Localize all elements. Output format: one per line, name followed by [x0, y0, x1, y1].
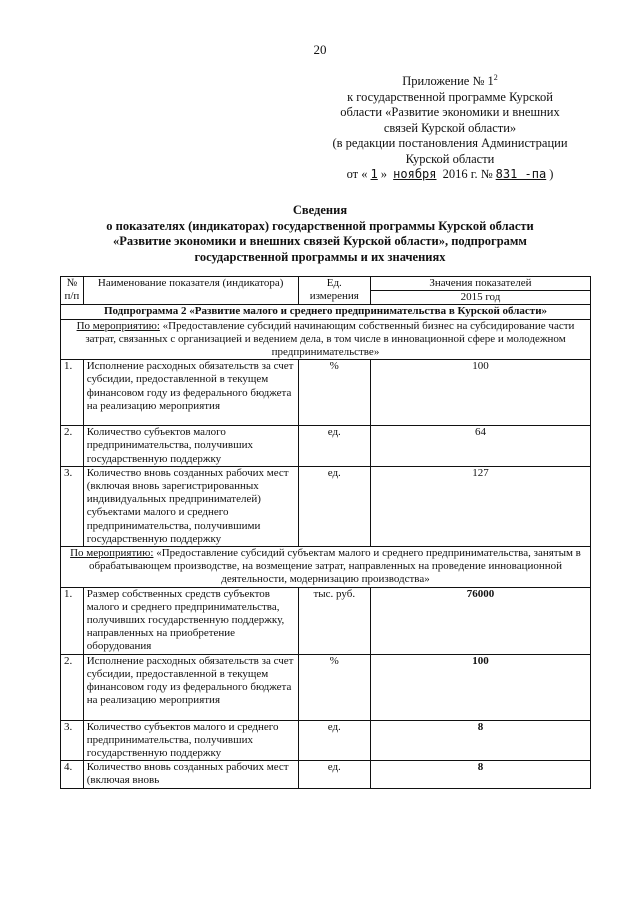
table-row: 3. Количество субъектов малого и среднего предпринимательства, получивших государственную поддержку ед. 8 — [61, 720, 591, 761]
title-line-3: «Развитие экономики и внешних связей Курской области», подпрограмм — [113, 234, 527, 248]
appendix-line-4: связей Курской области» — [383, 120, 517, 135]
header-num: № п/п — [61, 277, 84, 305]
table-row: 1. Исполнение расходных обязательств за счет субсидии, предоставленной в текущем финансовом году из федерального бюджета на реализацию мероприятия % 100 — [61, 360, 591, 426]
table-header-row — [61, 277, 591, 291]
measure-row — [61, 319, 591, 360]
handwritten-month: ноября — [393, 167, 437, 182]
title-line-2: о показателях (индикаторах) государственной программы Курской области — [106, 218, 534, 233]
table-row: 3. Количество вновь созданных рабочих мест (включая вновь зарегистрированных индивидуальных предпринимателей) субъектами малого и среднего предпринимательства, получившими государственную поддержку ед. 127 — [61, 466, 591, 546]
title-line-1: Сведения — [292, 203, 348, 217]
title-line-4: государственной программы и их значениях — [194, 249, 446, 264]
subprogram-row — [61, 305, 591, 319]
handwritten-number: 831 -па — [495, 167, 547, 182]
appendix-line-3: области «Развитие экономики и внешних — [340, 105, 560, 120]
header-year: 2015 год — [370, 291, 590, 305]
measure-1-text: По мероприятию: «Предоставление субсидий начинающим собственный бизнес на субсидирование части затрат, связанных с организацией и ведением дела, в том числе в инновационной сфере и молодежном предпринимательстве» — [61, 319, 591, 360]
subprogram-title: Подпрограмма 2 «Развитие малого и среднего предпринимательства в Курской области» — [61, 305, 591, 319]
appendix-block — [300, 70, 600, 183]
appendix-line-6: Курской области — [405, 151, 495, 166]
header-unit: Ед. измерения — [298, 277, 370, 305]
measure-row — [61, 547, 591, 588]
page-number: 20 — [313, 42, 327, 57]
indicators-table — [60, 276, 591, 789]
header-name: Наименование показателя (индикатора) — [83, 277, 298, 305]
header-values: Значения показателей — [370, 277, 590, 291]
appendix-line-1: Приложение № $1^2$ — [402, 73, 498, 89]
table-row: 4. Количество вновь созданных рабочих мест (включая вновь ед. 8 — [61, 761, 591, 788]
table-row: 2. Исполнение расходных обязательств за счет субсидии, предоставленной в текущем финансовом году из федерального бюджета на реализацию мероприятия % 100 — [61, 654, 591, 720]
measure-2-text: По мероприятию: «Предоставление субсидий субъектам малого и среднего предпринимательства, занятым в обрабатывающем производстве, на возмещение затрат, направленных на проведение инновационной деятельности, модернизацию производства» — [61, 547, 591, 588]
appendix-date-line: от « 1 » ноября 2016 г. № 831 -па ) — [346, 167, 554, 182]
appendix-line-5: (в редакции постановления Администрации — [332, 136, 568, 151]
table-row: 1. Размер собственных средств субъектов малого и среднего предпринимательства, получивших государственную поддержку, направленных на приобретение оборудования тыс. руб. 76000 — [61, 587, 591, 654]
appendix-superscript: 2 — [493, 73, 498, 82]
document-title — [0, 203, 640, 265]
handwritten-day: 1 — [370, 167, 378, 182]
appendix-line-2: к государственной программе Курской — [347, 89, 553, 104]
table-row: 2. Количество субъектов малого предпринимательства, получивших государственную поддержку ед. 64 — [61, 426, 591, 467]
